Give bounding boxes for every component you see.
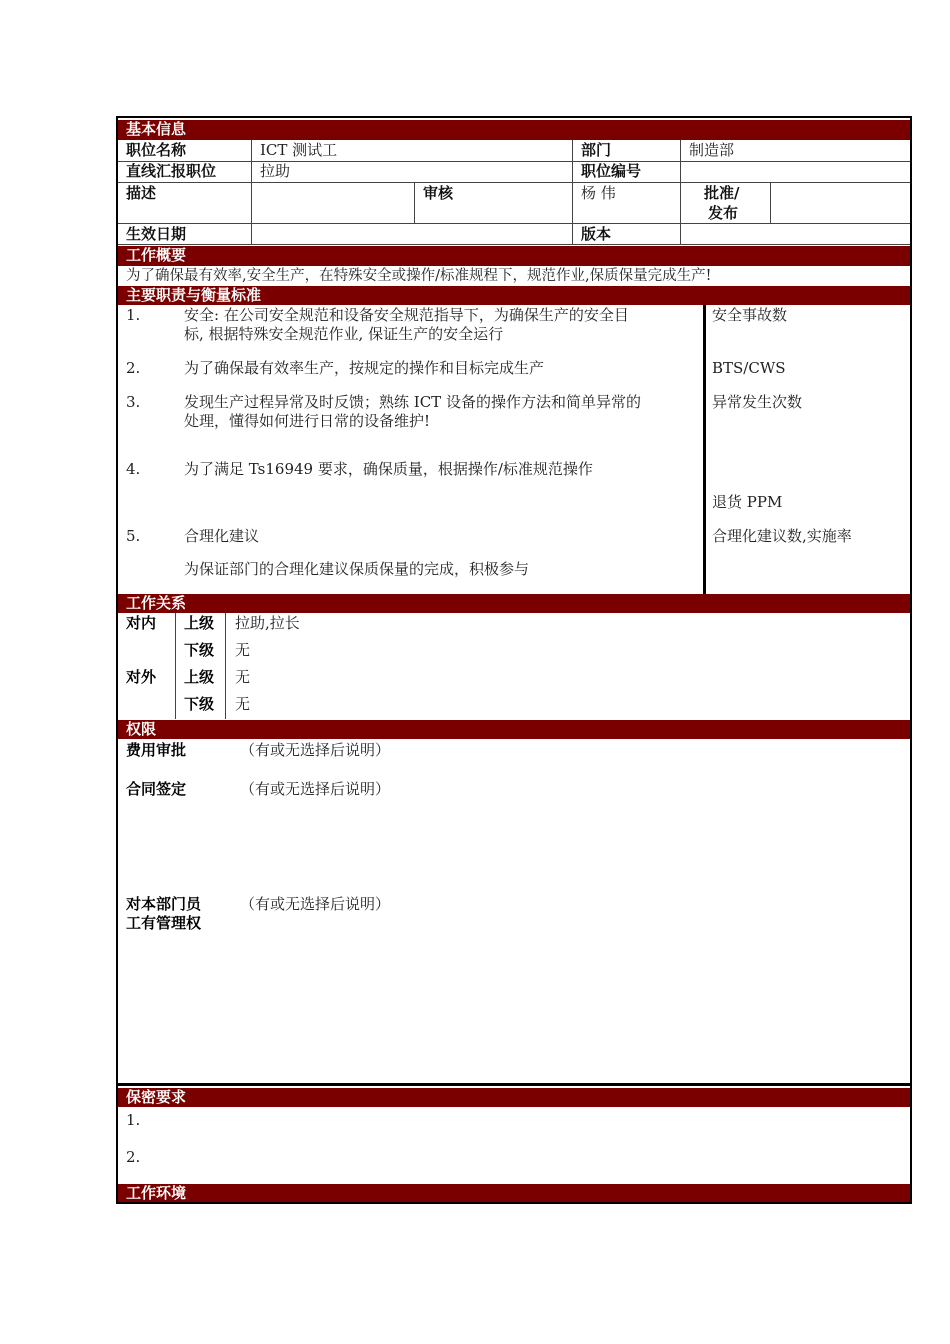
- position-name-label: 职位名称: [126, 141, 187, 159]
- staff-management-label-2: 工有管理权: [126, 914, 202, 932]
- section-header-basic-info: 基本信息: [118, 120, 910, 140]
- section-header-authority: 权限: [118, 720, 910, 739]
- internal-superior-label: 上级: [184, 614, 215, 632]
- describe-label: 描述: [126, 184, 157, 202]
- report-to-value: 拉助: [260, 162, 291, 180]
- duty-3-num: 3.: [126, 393, 141, 411]
- approve-label-2: 发布: [708, 204, 739, 222]
- duty-1-num: 1.: [126, 306, 141, 324]
- section-header-environment: 工作环境: [118, 1184, 910, 1202]
- internal-subordinate-label: 下级: [184, 641, 215, 659]
- duty-1-line2: 标, 根据特殊安全规范作业, 保证生产的安全运行: [184, 325, 504, 343]
- duty-3-line1: 发现生产过程异常及时反馈；熟练 ICT 设备的操作方法和简单异常的: [184, 393, 641, 411]
- section-header-confidentiality: 保密要求: [118, 1088, 910, 1107]
- duty-5-measure: 合理化建议数,实施率: [712, 527, 852, 545]
- effective-date-label: 生效日期: [126, 225, 187, 243]
- contract-signing-label: 合同签定: [126, 780, 187, 798]
- duty-5-line1: 合理化建议: [184, 527, 260, 545]
- department-value: 制造部: [689, 141, 735, 159]
- section-header-overview: 工作概要: [118, 246, 910, 266]
- job-description-form: [116, 116, 912, 1204]
- approve-label-1: 批准/: [704, 184, 740, 202]
- version-label: 版本: [581, 225, 612, 243]
- duty-1-line1: 安全: 在公司安全规范和设备安全规范指导下，为确保生产的安全目: [184, 306, 629, 324]
- confidentiality-item-1: 1.: [126, 1111, 141, 1129]
- external-subordinate-label: 下级: [184, 695, 215, 713]
- duty-3-line2: 处理，懂得如何进行日常的设备维护!: [184, 412, 431, 430]
- expense-approval-label: 费用审批: [126, 741, 187, 759]
- duty-1-measure: 安全事故数: [712, 306, 788, 324]
- confidentiality-item-2: 2.: [126, 1148, 141, 1166]
- duty-4-measure: 退货 PPM: [712, 493, 783, 511]
- position-code-label: 职位编号: [581, 162, 642, 180]
- duty-2-measure: BTS/CWS: [712, 359, 786, 377]
- external-superior-value: 无: [235, 668, 251, 686]
- position-name-value: ICT 测试工: [260, 141, 338, 159]
- internal-subordinate-value: 无: [235, 641, 251, 659]
- staff-management-label-1: 对本部门员: [126, 895, 202, 913]
- expense-approval-note: （有或无选择后说明）: [240, 741, 391, 759]
- staff-management-note: （有或无选择后说明）: [240, 895, 391, 913]
- review-label: 审核: [423, 184, 454, 202]
- duty-4-num: 4.: [126, 460, 141, 478]
- contract-signing-note: （有或无选择后说明）: [240, 780, 391, 798]
- duty-5-line2: 为保证部门的合理化建议保质保量的完成，积极参与: [184, 560, 530, 578]
- relations-external-label: 对外: [126, 668, 157, 686]
- section-header-relations: 工作关系: [118, 594, 910, 613]
- overview-text: 为了确保最有效率,安全生产，在特殊安全或操作/标准规程下，规范作业,保质保量完成生产!: [126, 268, 712, 284]
- internal-superior-value: 拉助,拉长: [235, 614, 300, 632]
- relations-internal-label: 对内: [126, 614, 157, 632]
- external-subordinate-value: 无: [235, 695, 251, 713]
- department-label: 部门: [581, 141, 612, 159]
- duty-5-num: 5.: [126, 527, 141, 545]
- report-to-label: 直线汇报职位: [126, 162, 217, 180]
- duty-2-num: 2.: [126, 359, 141, 377]
- duty-2-line1: 为了确保最有效率生产，按规定的操作和目标完成生产: [184, 359, 545, 377]
- duty-3-measure: 异常发生次数: [712, 393, 803, 411]
- duty-4-line1: 为了满足 Ts16949 要求，确保质量，根据操作/标准规范操作: [184, 460, 593, 478]
- external-superior-label: 上级: [184, 668, 215, 686]
- section-header-duties: 主要职责与衡量标准: [118, 286, 910, 305]
- reviewer-value: 杨 伟: [581, 184, 616, 202]
